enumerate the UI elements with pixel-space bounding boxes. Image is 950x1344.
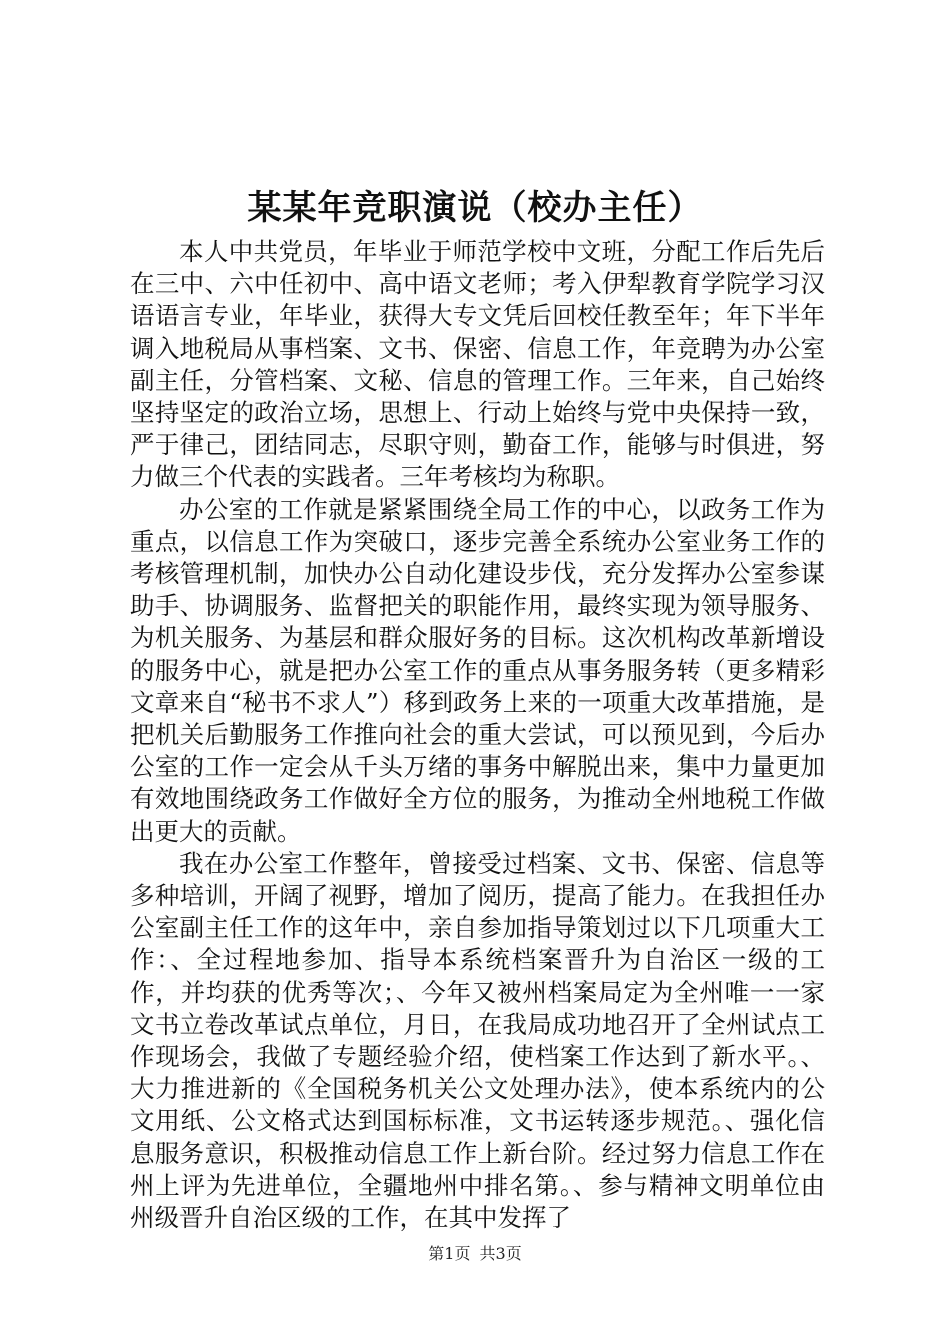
paragraph-2: 办公室的工作就是紧紧围绕全局工作的中心，以政务工作为重点，以信息工作为突破口，逐步完善全系统办公室业务工作的考核管理机制，加快办公自动化建设步伐，充分发挥办公室参谋助手、协调服务、监督把关的职能作用，最终实现为领导服务、为机关服务、为基层和群众服好务的目标。这次机构改革新增设的服务中心，就是把办公室工作的重点从事务服务转（更多精彩文章来自“秘书不求人”）移到政务上来的一项重大改革措施，是把机关后勤服务工作推向社会的重大尝试，可以预见到，今后办公室的工作一定会从千头万绪的事务中解脱出来，集中力量更加有效地围绕政务工作做好全方位的服务，为推动全州地税工作做出更大的贡献。 [130, 494, 825, 846]
document-body [130, 236, 825, 1234]
page-footer [0, 1243, 950, 1265]
paragraph-3: 我在办公室工作整年，曾接受过档案、文书、保密、信息等多种培训，开阔了视野，增加了阅历，提高了能力。在我担任办公室副主任工作的这年中，亲自参加指导策划过以下几项重大工作：、全过程地参加、指导本系统档案晋升为自治区一级的工作，并均获的优秀等次；、今年又被州档案局定为全州唯一一家文书立卷改革试点单位，月日，在我局成功地召开了全州试点工作现场会，我做了专题经验介绍，使档案工作达到了新水平。、大力推进新的《全国税务机关公文处理办法》，使本系统内的公文用纸、公文格式达到国标标准，文书运转逐步规范。、强化信息服务意识，积极推动信息工作上新台阶。经过努力信息工作在州上评为先进单位，全疆地州中排名第。、参与精神文明单位由州级晋升自治区级的工作，在其中发挥了 [130, 848, 825, 1233]
document-title: 某某年竞职演说（校办主任） [247, 188, 703, 228]
total-pages: 共3页 [479, 1244, 522, 1263]
paragraph-1: 本人中共党员，年毕业于师范学校中文班，分配工作后先后在三中、六中任初中、高中语文老师；考入伊犁教育学院学习汉语语言专业，年毕业，获得大专文凭后回校任教至年；年下半年调入地税局从事档案、文书、保密、信息工作，年竞聘为办公室副主任，分管档案、文秘、信息的管理工作。三年来，自己始终坚持坚定的政治立场，思想上、行动上始终与党中央保持一致，严于律己，团结同志，尽职守则，勤奋工作，能够与时俱进，努力做三个代表的实践者。三年考核均为称职。 [130, 237, 825, 492]
page-number: 第1页 [428, 1244, 471, 1263]
